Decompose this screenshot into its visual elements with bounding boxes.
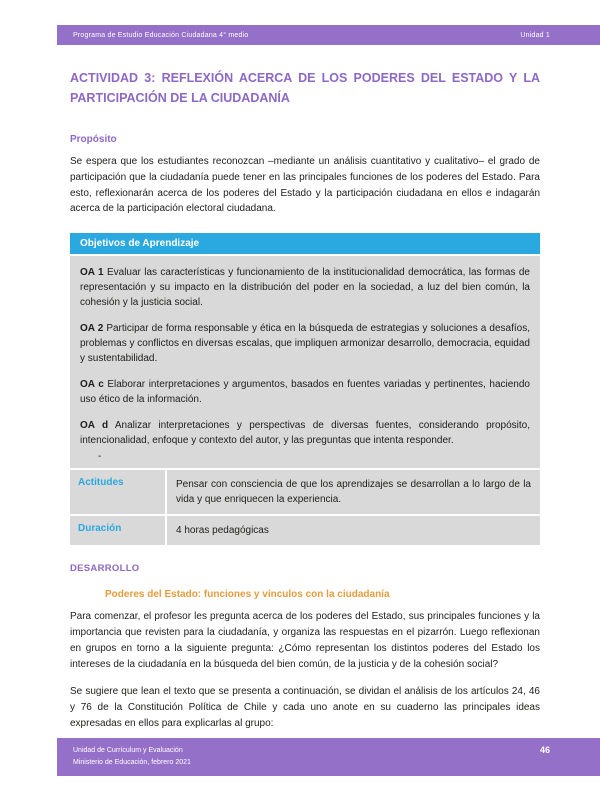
stray-dash: - [98,451,102,463]
desarrollo-paragraph-2: Se sugiere que lean el texto que se presenta a continuación, se dividan el análisis de los artículos 24, 46 y 76 de la Constitución Política de Chile y cada uno anote en su cuaderno las principales ideas expresadas en ellos para explicarlas al grupo: [70,686,540,729]
footer-line-1: Unidad de Currículum y Evaluación [73,747,183,754]
duracion-label: Duración [70,516,165,545]
oa-item-2-text: Participar de forma responsable y ética en la búsqueda de estrategias y soluciones a desafíos, problemas y conflictos en diversas escalas, que impliquen armonizar desarrollo, democracia, equidad y sustentabilidad. [80,323,530,365]
desarrollo-heading: DESARROLLO [70,563,140,575]
oa-item-2 [80,321,530,366]
oa-item-3 [80,377,530,407]
actitudes-label: Actitudes [70,470,165,514]
actitudes-value: Pensar con consciencia de que los aprendizajes se desarrollan a lo largo de la vida y que enriquecen la experiencia. [167,470,540,514]
desarrollo-paragraph-1: Para comenzar, el profesor les pregunta acerca de los poderes del Estado, sus principales funciones y la importancia que revisten para la ciudadanía, y organiza las respuestas en el pizarrón. Luego reflexionan en grupos en torno a la siguiente pregunta: ¿Cómo representan los distintos poderes del Estado los intereses de la ciudadanía en la búsqueda del bien común, de la justicia y de la cohesión social? [70,611,540,670]
oa-item-4-text: Analizar interpretaciones y perspectivas de diversas fuentes, considerando propósito, intencionalidad, enfoque y contexto del autor, y las preguntas que intenta responder. [80,420,530,447]
page-footer-bar [57,738,600,776]
page-content [0,45,600,732]
oa-item-1-label: OA 1 [80,267,104,279]
proposito-heading: Propósito [70,134,117,145]
oa-item-4-label: OA d [80,420,109,432]
header-unit-label: Unidad 1 [520,31,550,39]
section-subheading: Poderes del Estado: funciones y vínculos con la ciudadanía [105,589,390,601]
footer-line-2: Ministerio de Educación, febrero 2021 [73,758,191,766]
proposito-paragraph: Se espera que los estudiantes reconozcan –mediante un análisis cuantitativo y cualitativo– el grado de participación que la ciudadanía puede tener en las principales funciones de los poderes del Estado. Para esto, reflexionarán acerca de los poderes del Estado y la participación ciudadana en ellos e indagarán acerca de la participación electoral ciudadana. [70,156,540,215]
page-number: 46 [539,745,550,755]
oa-item-1 [80,265,530,310]
footer-credits [73,745,191,776]
objetivos-table [70,233,540,545]
page-header-bar [57,25,600,45]
header-document-title: Programa de Estudio Educación Ciudadana 4° medio [73,31,249,39]
oa-item-1-text: Evaluar las características y funcionamiento de la institucionalidad democrática, las formas de representación y su impacto en la distribución del poder en la sociedad, a luz del bien común, la cohesión y la justicia social. [80,267,530,309]
duracion-value: 4 horas pedagógicas [167,516,540,545]
activity-title: ACTIVIDAD 3: REFLEXIÓN ACERCA DE LOS PODERES DEL ESTADO Y LA PARTICIPACIÓN DE LA CIUDADANÍA [70,71,540,105]
oa-item-3-text: Elaborar interpretaciones y argumentos, basados en fuentes variadas y pertinentes, haciendo uso ético de la información. [80,379,530,406]
oa-item-2-label: OA 2 [80,323,104,335]
oa-item-4 [80,418,530,448]
oa-item-3-label: OA c [80,379,104,391]
objetivos-table-body [70,256,540,468]
actitudes-row [70,470,540,514]
duracion-row [70,516,540,545]
objetivos-table-header: Objetivos de Aprendizaje [70,233,540,254]
